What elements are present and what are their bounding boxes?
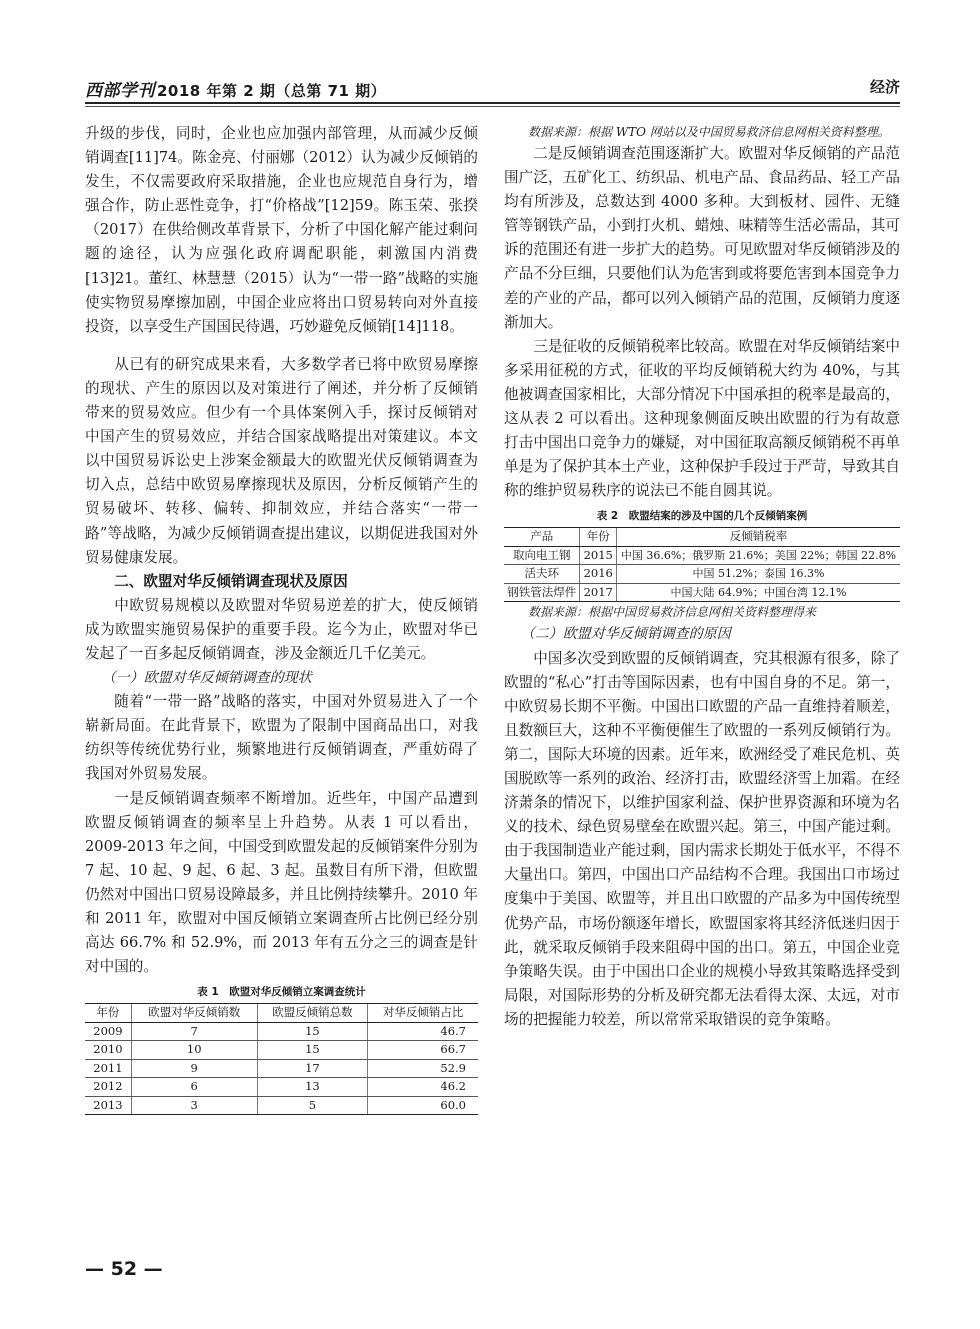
table-row — [85, 1041, 478, 1060]
right-column — [504, 122, 900, 1032]
subsection-heading: （一）欧盟对华反倾销调查的现状 — [101, 670, 312, 687]
paragraph: 二是反倾销调查范围逐渐扩大。欧盟对华反倾销的产品范围广泛，五矿化工、纺织品、机电产品、食品药品、轻工产品均有所涉及，总数达到 4000 多种。大到板材、园件、无缝管等钢铁产品，小到打火机、蜡烛、味精等生活必需品，其可诉的范围还有进一步扩大的趋势。可见欧盟对华反倾销涉及的产品不分巨细，只要他们认为危害到或将要危害到本国竞争力差的产业的产品，都可以列入倾销产品的范围，反倾销力度逐渐加大。 — [504, 145, 900, 331]
page-number: — 52 — — [85, 1258, 163, 1280]
paragraph: 升级的步伐，同时，企业也应加强内部管理，从而减少反倾销调查[11]74。陈金亮、付丽娜（2012）认为减少反倾销的发生，不仅需要政府采取措施，企业也应规范自身行为，增强合作，防止恶性竞争，打“价格战”[12]59。陈玉荣、张揆（2017）在供给侧改革背景下，分析了中国化解产能过剩问题的途径，认为应强化政府调配职能，刺激国内消费[13]21。董红、林慧慧（2015）认为“一带一路”战略的实施使实物贸易摩擦加剧，中国企业应将出口贸易转向对外直接投资，以享受生产国国民待遇，巧妙避免反倾销[14]118。 — [85, 125, 478, 335]
table1-source: 数据来源：根据 WTO 网站以及中国贸易救济信息网相关资料整理。 — [528, 125, 890, 139]
table-cell: 中国 36.6%；俄罗斯 21.6%；美国 22%；韩国 22.8% — [616, 546, 900, 565]
table-cell: 9 — [131, 1059, 257, 1078]
journal-logo: 西部学刊 — [85, 81, 155, 101]
table-cell: 46.2 — [368, 1078, 478, 1097]
section-label: 经济 — [869, 78, 900, 96]
subsection-heading: （二）欧盟对华反倾销调查的原因 — [520, 626, 731, 643]
table-cell: 5 — [257, 1096, 368, 1115]
table1 — [85, 1003, 478, 1115]
table-cell: 2015 — [580, 546, 617, 565]
paragraph: 三是征收的反倾销税率比较高。欧盟在对华反倾销结案中多采用征税的方式，征收的平均反倾销税大约为 40%，与其他被调查国家相比，大部分情况下中国承担的税率是最高的，这从表 2 可以看出。这种现象侧面反映出欧盟的行为有故意打击中国出口竞争力的嫌疑，对中国征取高额反倾销税不再单单是为了保护其本土产业，这种保护手段过于严苛，导致其自称的维护贸易秩序的说法已不能自圆其说。 — [504, 337, 900, 500]
table-cell: 活夫环 — [504, 565, 580, 584]
table-cell: 2010 — [85, 1041, 131, 1060]
table-row — [85, 1078, 478, 1097]
header-rule-thin — [85, 106, 900, 107]
table-header: 对华反倾销占比 — [368, 1004, 478, 1023]
table-cell: 15 — [257, 1041, 368, 1060]
table-row — [504, 565, 900, 584]
paragraph: 中国多次受到欧盟的反倾销调查，究其根源有很多，除了欧盟的“私心”打击等国际因素，也有中国自身的不足。第一，中欧贸易长期不平衡。中国出口欧盟的产品一直维持着顺差，且数额巨大，这种不平衡便催生了欧盟的一系列反倾销行为。第二，国际大环境的因素。近年来，欧洲经受了难民危机、英国脱欧等一系列的政治、经济打击，欧盟经济雪上加霜。在经济萧条的情况下，以维护国家利益、保护世界资源和环境为名义的技术、绿色贸易壁垒在欧盟兴起。第三，中国产能过剩。由于我国制造业产能过剩，国内需求长期处于低水平，不得不大量出口。第四，中国出口产品结构不合理。我国出口市场过度集中于美国、欧盟等，并且出口欧盟的产品多为中国传统型优势产品，市场份额逐年增长，欧盟国家将其经济低迷归因于此，就采取反倾销手段来阻碍中国的出口。第五，中国企业竞争策略失误。由于中国出口企业的规模小导致其策略选择受到局限，对国际形势的分析及研究都无法看得太深、太远，对市场的把握能力较差，所以常常采取错误的竞争策略。 — [504, 649, 900, 1028]
table-header: 年份 — [580, 528, 617, 547]
journal-title — [85, 76, 386, 101]
table2-caption: 表 2 欧盟结案的涉及中国的几个反倾销案例 — [596, 510, 808, 523]
paragraph: 中欧贸易规模以及欧盟对华贸易逆差的扩大，使反倾销成为欧盟实施贸易保护的重要手段。迄今为止，欧盟对华已发起了一百多起反倾销调查，涉及金额近几千亿美元。 — [85, 596, 478, 662]
table2-source: 数据来源：根据中国贸易救济信息网相关资料整理得来 — [528, 605, 817, 620]
table-cell: 取向电工钢 — [504, 546, 580, 565]
table-row — [85, 1096, 478, 1115]
table-cell: 2009 — [85, 1022, 131, 1041]
issue-info: 2018 年第 2 期（总第 71 期） — [157, 82, 387, 100]
table-header: 欧盟对华反倾销数 — [131, 1004, 257, 1023]
table-cell: 6 — [131, 1078, 257, 1097]
table-cell: 2017 — [580, 583, 617, 602]
table-cell: 46.7 — [368, 1022, 478, 1041]
table-cell: 10 — [131, 1041, 257, 1060]
table-cell: 7 — [131, 1022, 257, 1041]
paragraph: 一是反倾销调查频率不断增加。近些年，中国产品遭到欧盟反倾销调查的频率呈上升趋势。从表 1 可以看出，2009-2013 年之间，中国受到欧盟发起的反倾销案件分别为 7 起、10 起、9 起、6 起、3 起。虽数目有所下滑，但欧盟仍然对中国出口贸易设障最多，并且比例持续攀升。2010 年和 2011 年，欧盟对中国反倾销立案调查所占比例已经分别高达 66.7% 和 52.9%，而 2013 年有五分之三的调查是针对中国的。 — [85, 789, 478, 976]
table-header: 欧盟反倾销总数 — [257, 1004, 368, 1023]
table-cell: 钢铁管法焊件 — [504, 583, 580, 602]
table-cell: 15 — [257, 1022, 368, 1041]
table-cell: 中国 51.2%；泰国 16.3% — [616, 565, 900, 584]
table-cell: 13 — [257, 1078, 368, 1097]
table-cell: 2012 — [85, 1078, 131, 1097]
paragraph: 随着“一带一路”战略的落实，中国对外贸易进入了一个崭新局面。在此背景下，欧盟为了限制中国商品出口，对我纺织等传统优势行业，频繁地进行反倾销调查，严重妨碍了我国对外贸易发展。 — [85, 693, 478, 783]
table-row — [504, 546, 900, 565]
page-header — [85, 72, 900, 102]
table-header: 年份 — [85, 1004, 131, 1023]
table2 — [504, 527, 900, 602]
paragraph: 从已有的研究成果来看，大多数学者已将中欧贸易摩擦的现状、产生的原因以及对策进行了阐述，并分析了反倾销带来的贸易效应。但少有一个具体案例入手，探讨反倾销对中国产生的贸易效应，并结合国家战略提出对策建议。本文以中国贸易诉讼史上涉案金额最大的欧盟光伏反倾销调查为切入点，总结中欧贸易摩擦现状及原因，分析反倾销产生的贸易破坏、转移、偏转、抑制效应，并结合落实“一带一路”等战略，为减少反倾销调查提出建议，以期促进我国对外贸易健康发展。 — [85, 355, 478, 566]
table-cell: 2011 — [85, 1059, 131, 1078]
table-cell: 2016 — [580, 565, 617, 584]
table-cell: 60.0 — [368, 1096, 478, 1115]
table-cell: 17 — [257, 1059, 368, 1078]
table-header: 产品 — [504, 528, 580, 547]
table-row — [85, 1022, 478, 1041]
table-cell: 中国大陆 64.9%；中国台湾 12.1% — [616, 583, 900, 602]
table1-caption: 表 1 欧盟对华反倾销立案调查统计 — [197, 986, 366, 999]
header-rule — [85, 102, 900, 104]
table-header: 反倾销税率 — [616, 528, 900, 547]
table-cell: 52.9 — [368, 1059, 478, 1078]
table-cell: 2013 — [85, 1096, 131, 1115]
table-cell: 3 — [131, 1096, 257, 1115]
section-heading: 二、欧盟对华反倾销调查现状及原因 — [114, 572, 348, 590]
table-row — [504, 583, 900, 602]
table-cell: 66.7 — [368, 1041, 478, 1060]
table-row — [85, 1059, 478, 1078]
left-column — [85, 122, 478, 1115]
